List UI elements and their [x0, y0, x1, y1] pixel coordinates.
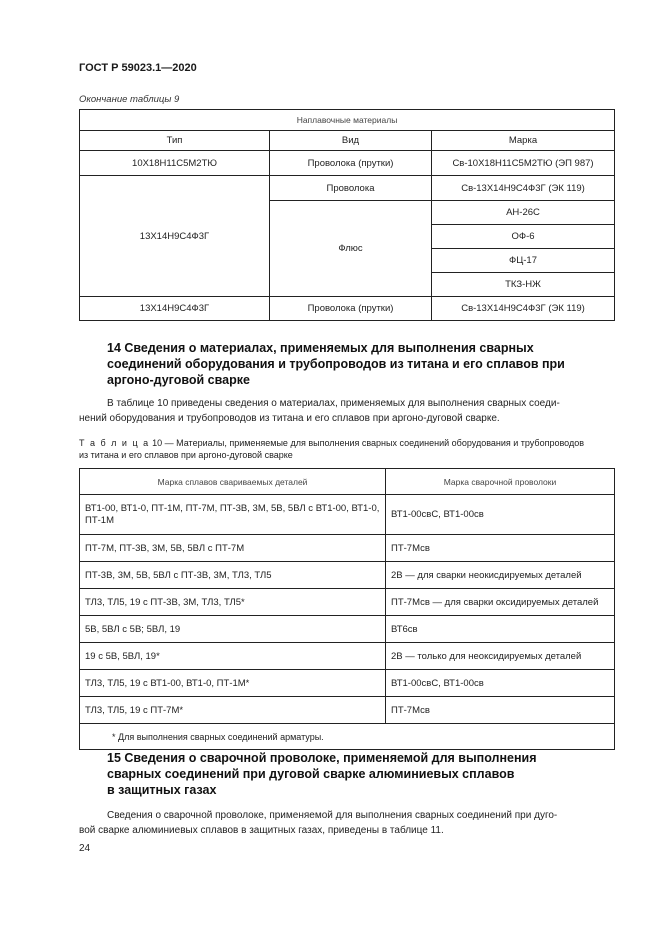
- table-cell: ОФ-6: [432, 225, 615, 249]
- table-row: [80, 670, 615, 697]
- table-row: [80, 589, 615, 616]
- section-15-paragraph: Сведения о сварочной проволоке, применяемой для выполнения сварных соединений при дуго- вой сварке алюминиевых сплавов в защитных газах, приведены в таблице 11.: [79, 810, 558, 836]
- table-9: [79, 109, 615, 321]
- table-cell: Проволока (прутки): [270, 151, 432, 176]
- table-cell: ПТ-7М, ПТ-3В, 3М, 5В, 5ВЛ с ПТ-7М: [80, 535, 386, 562]
- section-14-paragraph: В таблице 10 приведены сведения о материалах, применяемых для выполнения сварных соеди- нений оборудования и трубопроводов из титана и его сплавов при аргоно-дуговой сварке.: [79, 398, 560, 424]
- table-row: [80, 151, 615, 176]
- table-row: [80, 616, 615, 643]
- table-cell: ФЦ-17: [432, 249, 615, 273]
- section-15-title: 15 Сведения о сварочной проволоке, применяемой для выполнения сварных соединений при дуговой сварке алюминиевых сплавов в защитных газах: [107, 751, 537, 797]
- table-row: [80, 643, 615, 670]
- table9-col-type: Тип: [80, 131, 270, 151]
- table10-col-wire: Марка сварочной проволоки: [386, 469, 615, 495]
- table-cell: ПТ-7Мсв — для сварки оксидируемых деталей: [386, 589, 615, 616]
- table-10: [79, 468, 615, 750]
- table-row: [80, 562, 615, 589]
- table-cell: 13Х14Н9С4Ф3Г: [80, 176, 270, 297]
- table-row: [80, 697, 615, 724]
- table-cell: ВТ1-00свС, ВТ1-00св: [386, 670, 615, 697]
- table-cell: ВТ6св: [386, 616, 615, 643]
- table-row: [80, 535, 615, 562]
- table-cell: 13Х14Н9С4Ф3Г: [80, 297, 270, 321]
- table-cell: ТЛ3, ТЛ5, 19 с ВТ1-00, ВТ1-0, ПТ-1М*: [80, 670, 386, 697]
- table-row: [80, 110, 615, 131]
- table-row: [80, 495, 615, 535]
- table-cell: Св-13Х14Н9С4Ф3Г (ЭК 119): [432, 176, 615, 201]
- table-cell: ТКЗ-НЖ: [432, 273, 615, 297]
- table-row: [80, 469, 615, 495]
- table-cell: 5В, 5ВЛ с 5В; 5ВЛ, 19: [80, 616, 386, 643]
- section-14-title: 14 Сведения о материалах, применяемых для выполнения сварных соединений оборудования и трубопроводов из титана и его сплавов при аргоно-дуговой сварке: [107, 341, 565, 387]
- table-cell: 2В — для сварки неокисдируемых деталей: [386, 562, 615, 589]
- table-cell: ПТ-3В, 3М, 5В, 5ВЛ с ПТ-3В, 3М, ТЛ3, ТЛ5: [80, 562, 386, 589]
- table-row: [80, 176, 615, 201]
- table-cell: ВТ1-00свС, ВТ1-00св: [386, 495, 615, 535]
- table-cell: АН-26С: [432, 201, 615, 225]
- table-cell: 10Х18Н11С5М2ТЮ: [80, 151, 270, 176]
- table-cell: Св-13Х14Н9С4Ф3Г (ЭК 119): [432, 297, 615, 321]
- table10-caption: Т а б л и ц а 10 — Материалы, применяемые для выполнения сварных соединений оборудования и трубопроводов из титана и его сплавов при аргоно-дуговой сварке: [79, 438, 584, 460]
- table-cell: ТЛ3, ТЛ5, 19 с ПТ-7М*: [80, 697, 386, 724]
- table-row: [80, 297, 615, 321]
- table-cell: ВТ1-00, ВТ1-0, ПТ-1М, ПТ-7М, ПТ-3В, 3М, 5В, 5ВЛ с ВТ1-00, ВТ1-0, ПТ-1М: [80, 495, 386, 535]
- page-number: 24: [79, 843, 91, 854]
- table-row: [80, 724, 615, 750]
- table-cell: 19 с 5В, 5ВЛ, 19*: [80, 643, 386, 670]
- document-code: ГОСТ Р 59023.1—2020: [79, 62, 197, 74]
- table9-continuation-caption: Окончание таблицы 9: [79, 94, 180, 105]
- table9-col-brand: Марка: [432, 131, 615, 151]
- table-cell: Флюс: [270, 201, 432, 297]
- table10-col-alloys: Марка сплавов свариваемых деталей: [80, 469, 386, 495]
- table-cell: ТЛ3, ТЛ5, 19 с ПТ-3В, 3М, ТЛ3, ТЛ5*: [80, 589, 386, 616]
- table-cell: Проволока (прутки): [270, 297, 432, 321]
- table-row: [80, 131, 615, 151]
- table-cell: Св-10Х18Н11С5М2ТЮ (ЭП 987): [432, 151, 615, 176]
- table10-footnote: * Для выполнения сварных соединений арматуры.: [80, 724, 615, 750]
- table9-col-kind: Вид: [270, 131, 432, 151]
- table9-group-header: Наплавочные материалы: [80, 110, 615, 131]
- table-cell: ПТ-7Мсв: [386, 697, 615, 724]
- table-cell: ПТ-7Мсв: [386, 535, 615, 562]
- table-cell: Проволока: [270, 176, 432, 201]
- table-cell: 2В — только для неоксидируемых деталей: [386, 643, 615, 670]
